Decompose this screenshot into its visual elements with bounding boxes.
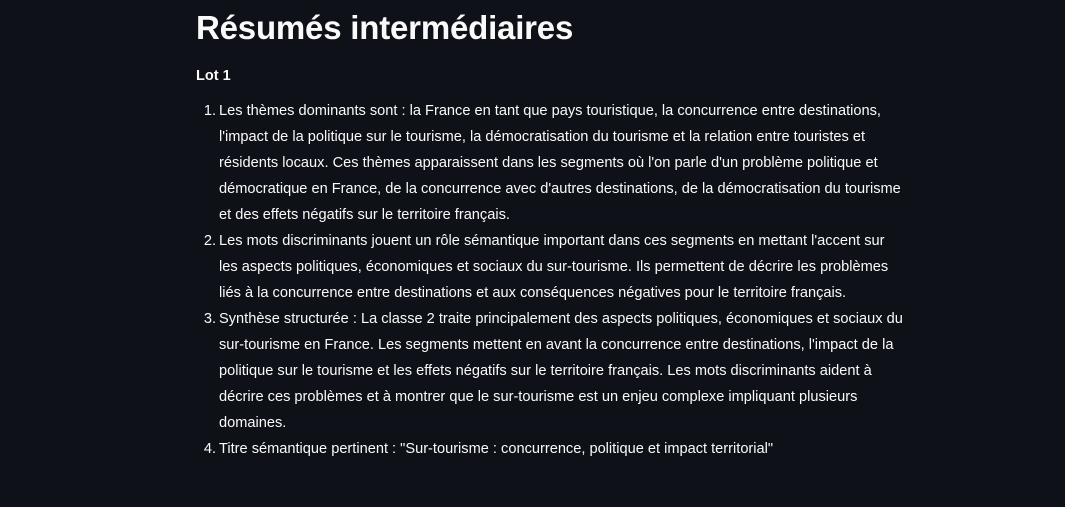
list-item-number: 1. xyxy=(203,103,216,119)
lot-heading: Lot 1 xyxy=(196,68,231,84)
list-item-text: Titre sémantique pertinent : "Sur-tourisme : concurrence, politique et impact territorial" xyxy=(219,441,774,457)
list-item-number: 4. xyxy=(203,441,216,457)
list-item-text: Les thèmes dominants sont : la France en tant que pays touristique, la concurrence entre destinations, l'impact de la politique sur le tourisme, la démocratisation du tourisme et la relation entre touristes et résidents locaux. Ces thèmes apparaissent dans les segments où l'on parle d'un problème politique et démocratique en France, de la concurrence avec d'autres destinations, de la démocratisation du tourisme et des effets négatifs sur le territoire français. xyxy=(219,103,901,223)
list-item-number: 3. xyxy=(203,311,216,327)
page-title: Résumés intermédiaires xyxy=(196,9,574,46)
list-item xyxy=(203,228,906,306)
list-item xyxy=(203,436,906,462)
list-item-number: 2. xyxy=(203,233,216,249)
list-item xyxy=(203,306,906,436)
summary-list xyxy=(196,98,906,462)
list-item xyxy=(203,98,906,228)
main-content xyxy=(196,0,906,462)
list-item-text: Les mots discriminants jouent un rôle sémantique important dans ces segments en mettant l'accent sur les aspects politiques, économiques et sociaux du sur-tourisme. Ils permettent de décrire les problèmes liés à la concurrence entre destinations et aux conséquences négatives pour le territoire français. xyxy=(219,233,889,301)
list-item-text: Synthèse structurée : La classe 2 traite principalement des aspects politiques, économiques et sociaux du sur-tourisme en France. Les segments mettent en avant la concurrence entre destinations, l'impact de la politique sur le tourisme et les effets négatifs sur le territoire français. Les mots discriminants aident à décrire ces problèmes et à montrer que le sur-tourisme est un enjeu complexe impliquant plusieurs domaines. xyxy=(219,311,903,431)
